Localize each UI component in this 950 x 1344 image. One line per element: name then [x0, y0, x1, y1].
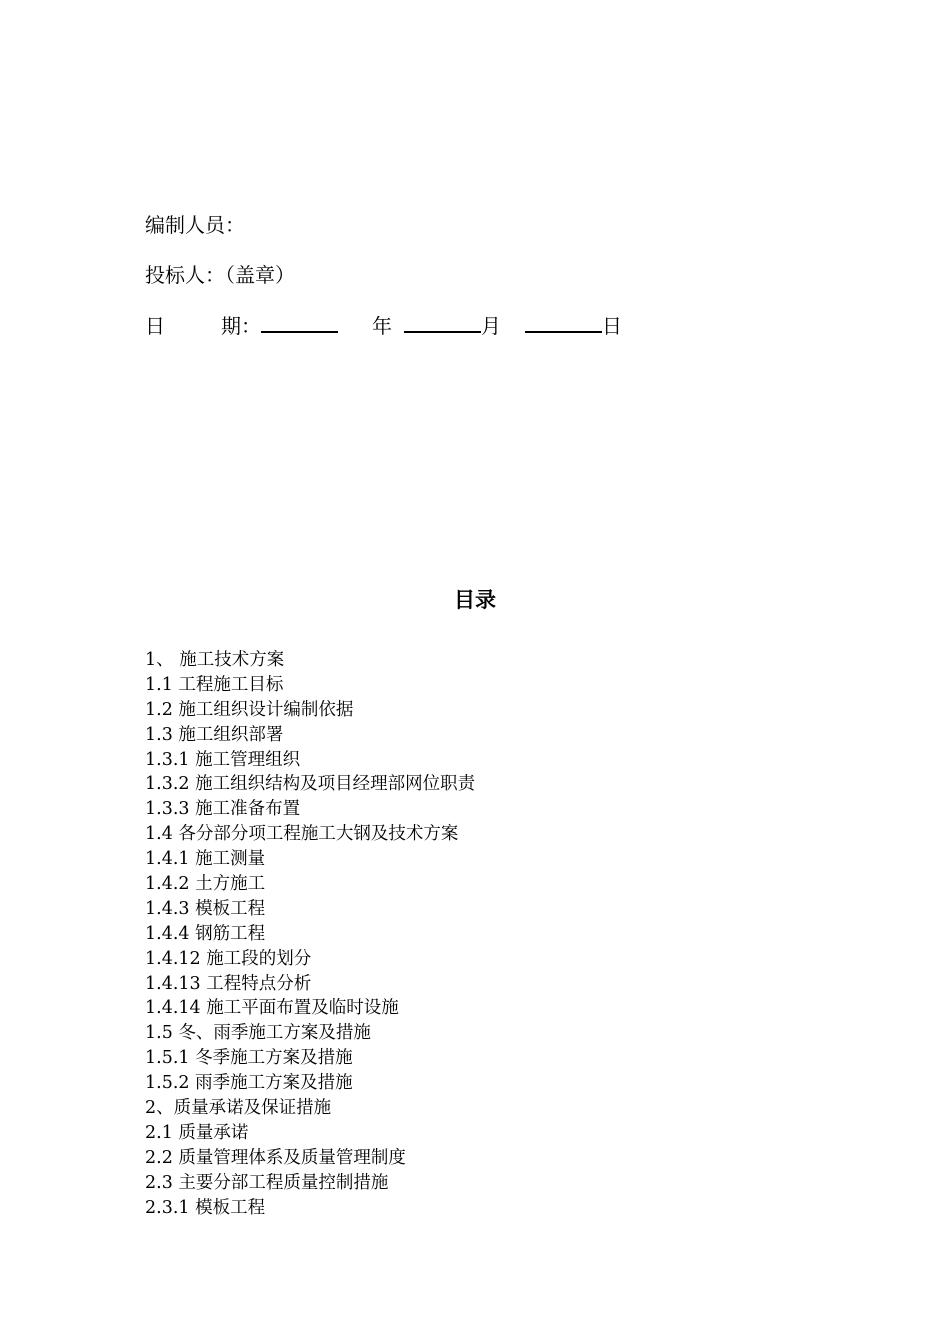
toc-entry: 1.4.3 模板工程 — [145, 898, 266, 919]
toc-entry: 1.4.13 工程特点分析 — [145, 973, 312, 994]
bidder-line — [145, 261, 295, 289]
toc-entry: 1、 施工技术方案 — [145, 650, 285, 670]
day-blank — [525, 311, 602, 333]
date-label-day-char: 日 — [145, 314, 165, 338]
toc-entry: 1.5.1 冬季施工方案及措施 — [145, 1048, 353, 1069]
compiler-label: 编制人员： — [145, 213, 245, 237]
toc-entry: 1.4 各分部分项工程施工大钢及技术方案 — [145, 824, 459, 845]
toc-entry: 2、质量承诺及保证措施 — [145, 1098, 332, 1119]
compiler-line — [145, 211, 245, 239]
day-label: 日 — [602, 314, 622, 338]
toc-entry: 2.2 质量管理体系及质量管理制度 — [145, 1147, 406, 1168]
toc-entry: 1.3.1 施工管理组织 — [145, 749, 301, 770]
toc-entry: 1.3 施工组织部署 — [145, 724, 284, 745]
toc-entry: 1.5.2 雨季施工方案及措施 — [145, 1073, 353, 1094]
toc-entry: 2.1 质量承诺 — [145, 1122, 249, 1143]
toc-entry: 1.4.12 施工段的划分 — [145, 948, 312, 969]
toc-entry: 1.3.3 施工准备布置 — [145, 799, 301, 820]
month-label: 月 — [481, 314, 501, 338]
toc-entry: 1.1 工程施工目标 — [145, 674, 284, 695]
toc-title: 目录 — [454, 588, 496, 612]
date-label-period: 期： — [221, 314, 261, 338]
toc-entry: 1.5 冬、雨季施工方案及措施 — [145, 1023, 371, 1044]
toc-entry: 1.4.1 施工测量 — [145, 849, 266, 870]
toc-entry: 1.4.2 土方施工 — [145, 874, 266, 895]
date-line — [145, 311, 622, 340]
toc-entry: 1.3.2 施工组织结构及项目经理部网位职责 — [145, 774, 476, 795]
bidder-label: 投标人：（盖章） — [145, 263, 295, 287]
toc-entry: 2.3 主要分部工程质量控制措施 — [145, 1172, 389, 1193]
toc-entry: 1.2 施工组织设计编制依据 — [145, 699, 354, 720]
month-blank — [404, 311, 481, 333]
toc-entry: 1.4.4 钢筋工程 — [145, 923, 266, 944]
year-label: 年 — [372, 314, 392, 338]
toc-entry: 2.3.1 模板工程 — [145, 1197, 266, 1218]
year-blank — [261, 311, 338, 333]
toc-list — [145, 648, 475, 1220]
toc-entry: 1.4.14 施工平面布置及临时设施 — [145, 998, 399, 1019]
